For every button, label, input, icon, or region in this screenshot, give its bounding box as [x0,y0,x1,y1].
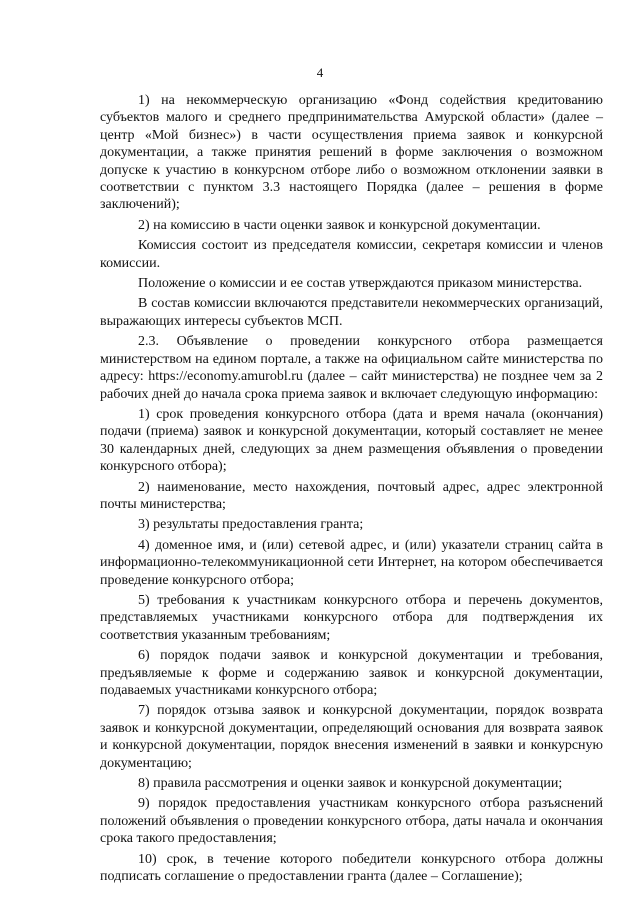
paragraph: 5) требования к участникам конкурсного отбора и перечень документов, представляемых участниками конкурсного отбора для подтверждения их соответствия указанным требованиям; [100,592,603,643]
paragraph: 7) порядок отзыва заявок и конкурсной документации, порядок возврата заявок и конкурсной документации, определяющий основания для возврата заявок и конкурсной документации, порядок внесения изменений в заявки и конкурсную документацию; [100,703,603,771]
paragraph: 1) на некоммерческую организацию «Фонд содействия кредитованию субъектов малого и среднего предпринимательства Амурской области» (далее – центр «Мой бизнес») в части осуществления приема заявок и конкурсной документации, а также принятия решений в форме заключения о возможном допуске к участию в конкурсном отборе либо о возможном отклонении заявки в соответствии с пунктом 3.3 настоящего Порядка (далее – решения в форме заключений); [100,93,603,213]
paragraph: 9) порядок предоставления участникам конкурсного отбора разъяснений положений объявления о проведении конкурсного отбора, даты начала и окончания срока такого предоставления; [100,796,603,847]
paragraph: Положение о комиссии и ее состав утверждаются приказом министерства. [138,276,583,292]
paragraph: 1) срок проведения конкурсного отбора (дата и время начала (окончания) подачи (приема) заявок и конкурсной документации, который составляет не менее 30 календарных дней, следующих за днем размещения объявления о проведении конкурсного отбора); [100,406,603,475]
paragraph: 2.3. Объявление о проведении конкурсного отбора размещается министерством на едином портале, а также на официальном сайте министерства по адресу: https://economy.amurobl.ru (далее – сайт министерства) не позднее чем за 2 рабочих дней до начала срока приема заявок и включает следующую информацию: [100,334,603,402]
paragraph: 10) срок, в течение которого победители конкурсного отбора должны подписать соглашение о предоставлении гранта (далее – Соглашение); [100,851,603,885]
paragraph: 8) правила рассмотрения и оценки заявок и конкурсной документации; [138,776,563,792]
paragraph: Комиссия состоит из председателя комиссии, секретаря комиссии и членов комиссии. [100,238,603,271]
paragraph: 2) на комиссию в части оценки заявок и конкурсной документации. [138,217,541,233]
document-body [100,92,603,885]
page-number: 4 [316,65,324,80]
paragraph: В состав комиссии включаются представители некоммерческих организаций, выражающих интересы субъектов МСП. [100,296,603,329]
paragraph: 2) наименование, место нахождения, почтовый адрес, адрес электронной почты министерства; [100,479,603,512]
paragraph: 6) порядок подачи заявок и конкурсной документации и требования, предъявляемые к форме и содержанию заявок и конкурсной документации, подаваемых участниками конкурсного отбора; [100,648,603,698]
paragraph: 4) доменное имя, и (или) сетевой адрес, и (или) указатели страниц сайта в информационно-телекоммуникационной сети Интернет, на котором обеспечивается проведение конкурсного отбора; [100,537,603,588]
paragraph: 3) результаты предоставления гранта; [138,517,364,533]
